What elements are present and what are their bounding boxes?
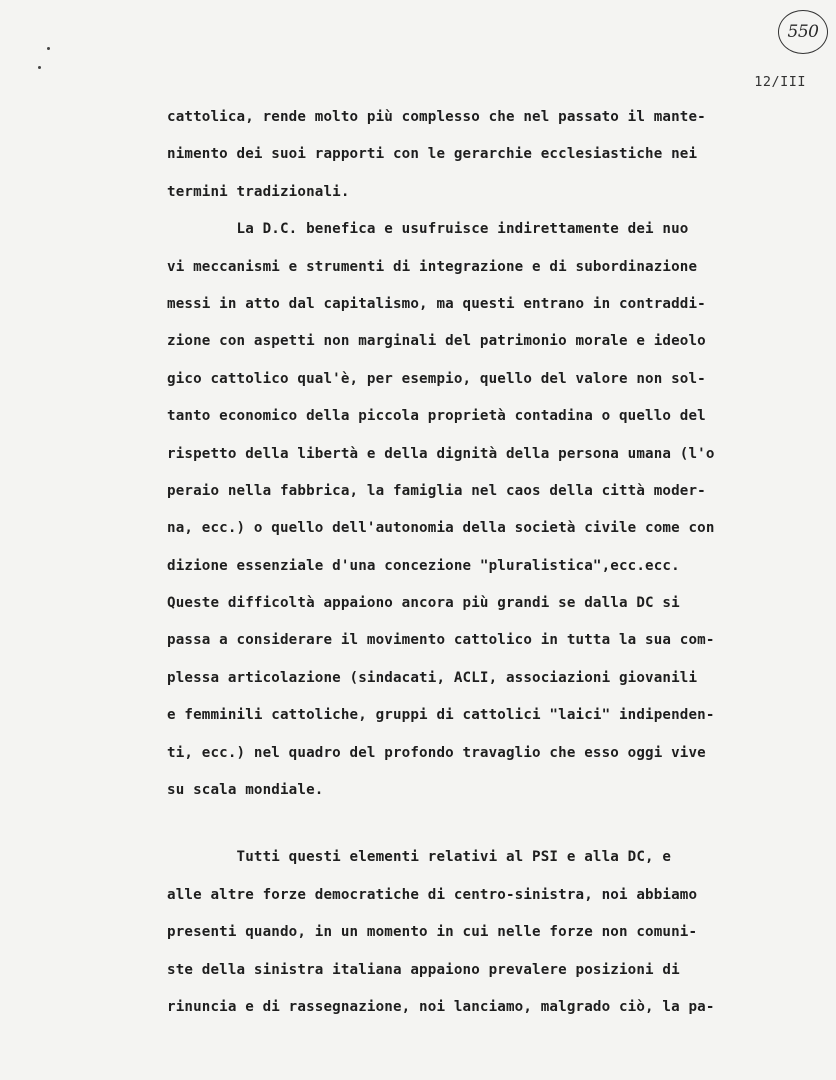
text-line: na, ecc.) o quello dell'autonomia della società civile come con <box>167 520 715 537</box>
archive-number-stamp <box>778 10 828 54</box>
text-line: zione con aspetti non marginali del patrimonio morale e ideolo <box>167 333 706 350</box>
text-line: nimento dei suoi rapporti con le gerarchie ecclesiastiche nei <box>167 146 698 163</box>
text-line: Tutti questi elementi relativi al PSI e alla DC, e <box>167 849 672 866</box>
text-line: rinuncia e di rassegnazione, noi lanciamo, malgrado ciò, la pa- <box>167 998 715 1015</box>
text-line: termini tradizionali. <box>167 183 350 200</box>
stamp-number: 550 <box>787 22 819 42</box>
text-line: su scala mondiale. <box>167 782 324 799</box>
page-number: 12/III <box>754 74 806 90</box>
text-line: ste della sinistra italiana appaiono prevalere posizioni di <box>167 961 680 978</box>
text-line: rispetto della libertà e della dignità della persona umana (l'o <box>167 445 715 462</box>
text-line: La D.C. benefica e usufruisce indirettamente dei nuo <box>167 221 689 238</box>
text-line: presenti quando, in un momento in cui nelle forze non comuni- <box>167 924 698 941</box>
text-line: passa a considerare il movimento cattolico in tutta la sua com- <box>167 632 715 649</box>
text-line: vi meccanismi e strumenti di integrazione e di subordinazione <box>167 258 698 275</box>
text-line: Queste difficoltà appaiono ancora più grandi se dalla DC si <box>167 595 680 612</box>
text-line: e femminili cattoliche, gruppi di cattolici "laici" indipenden- <box>167 707 715 724</box>
ink-speck <box>47 47 50 50</box>
text-line: tanto economico della piccola proprietà contadina o quello del <box>167 408 706 425</box>
text-line: alle altre forze democratiche di centro-sinistra, noi abbiamo <box>167 886 698 903</box>
paragraph-gap <box>167 809 797 839</box>
ink-speck <box>38 66 41 69</box>
text-line: peraio nella fabbrica, la famiglia nel caos della città moder- <box>167 482 706 499</box>
text-line: dizione essenziale d'una concezione "pluralistica",ecc.ecc. <box>167 557 680 574</box>
text-line: cattolica, rende molto più complesso che nel passato il mante- <box>167 109 706 125</box>
text-line: ti, ecc.) nel quadro del profondo travaglio che esso oggi vive <box>167 744 706 761</box>
text-line: messi in atto dal capitalismo, ma questi entrano in contraddi- <box>167 295 706 312</box>
typewritten-body <box>167 99 797 1026</box>
text-line: plessa articolazione (sindacati, ACLI, associazioni giovanili <box>167 669 698 686</box>
text-line: gico cattolico qual'è, per esempio, quello del valore non sol- <box>167 370 706 387</box>
